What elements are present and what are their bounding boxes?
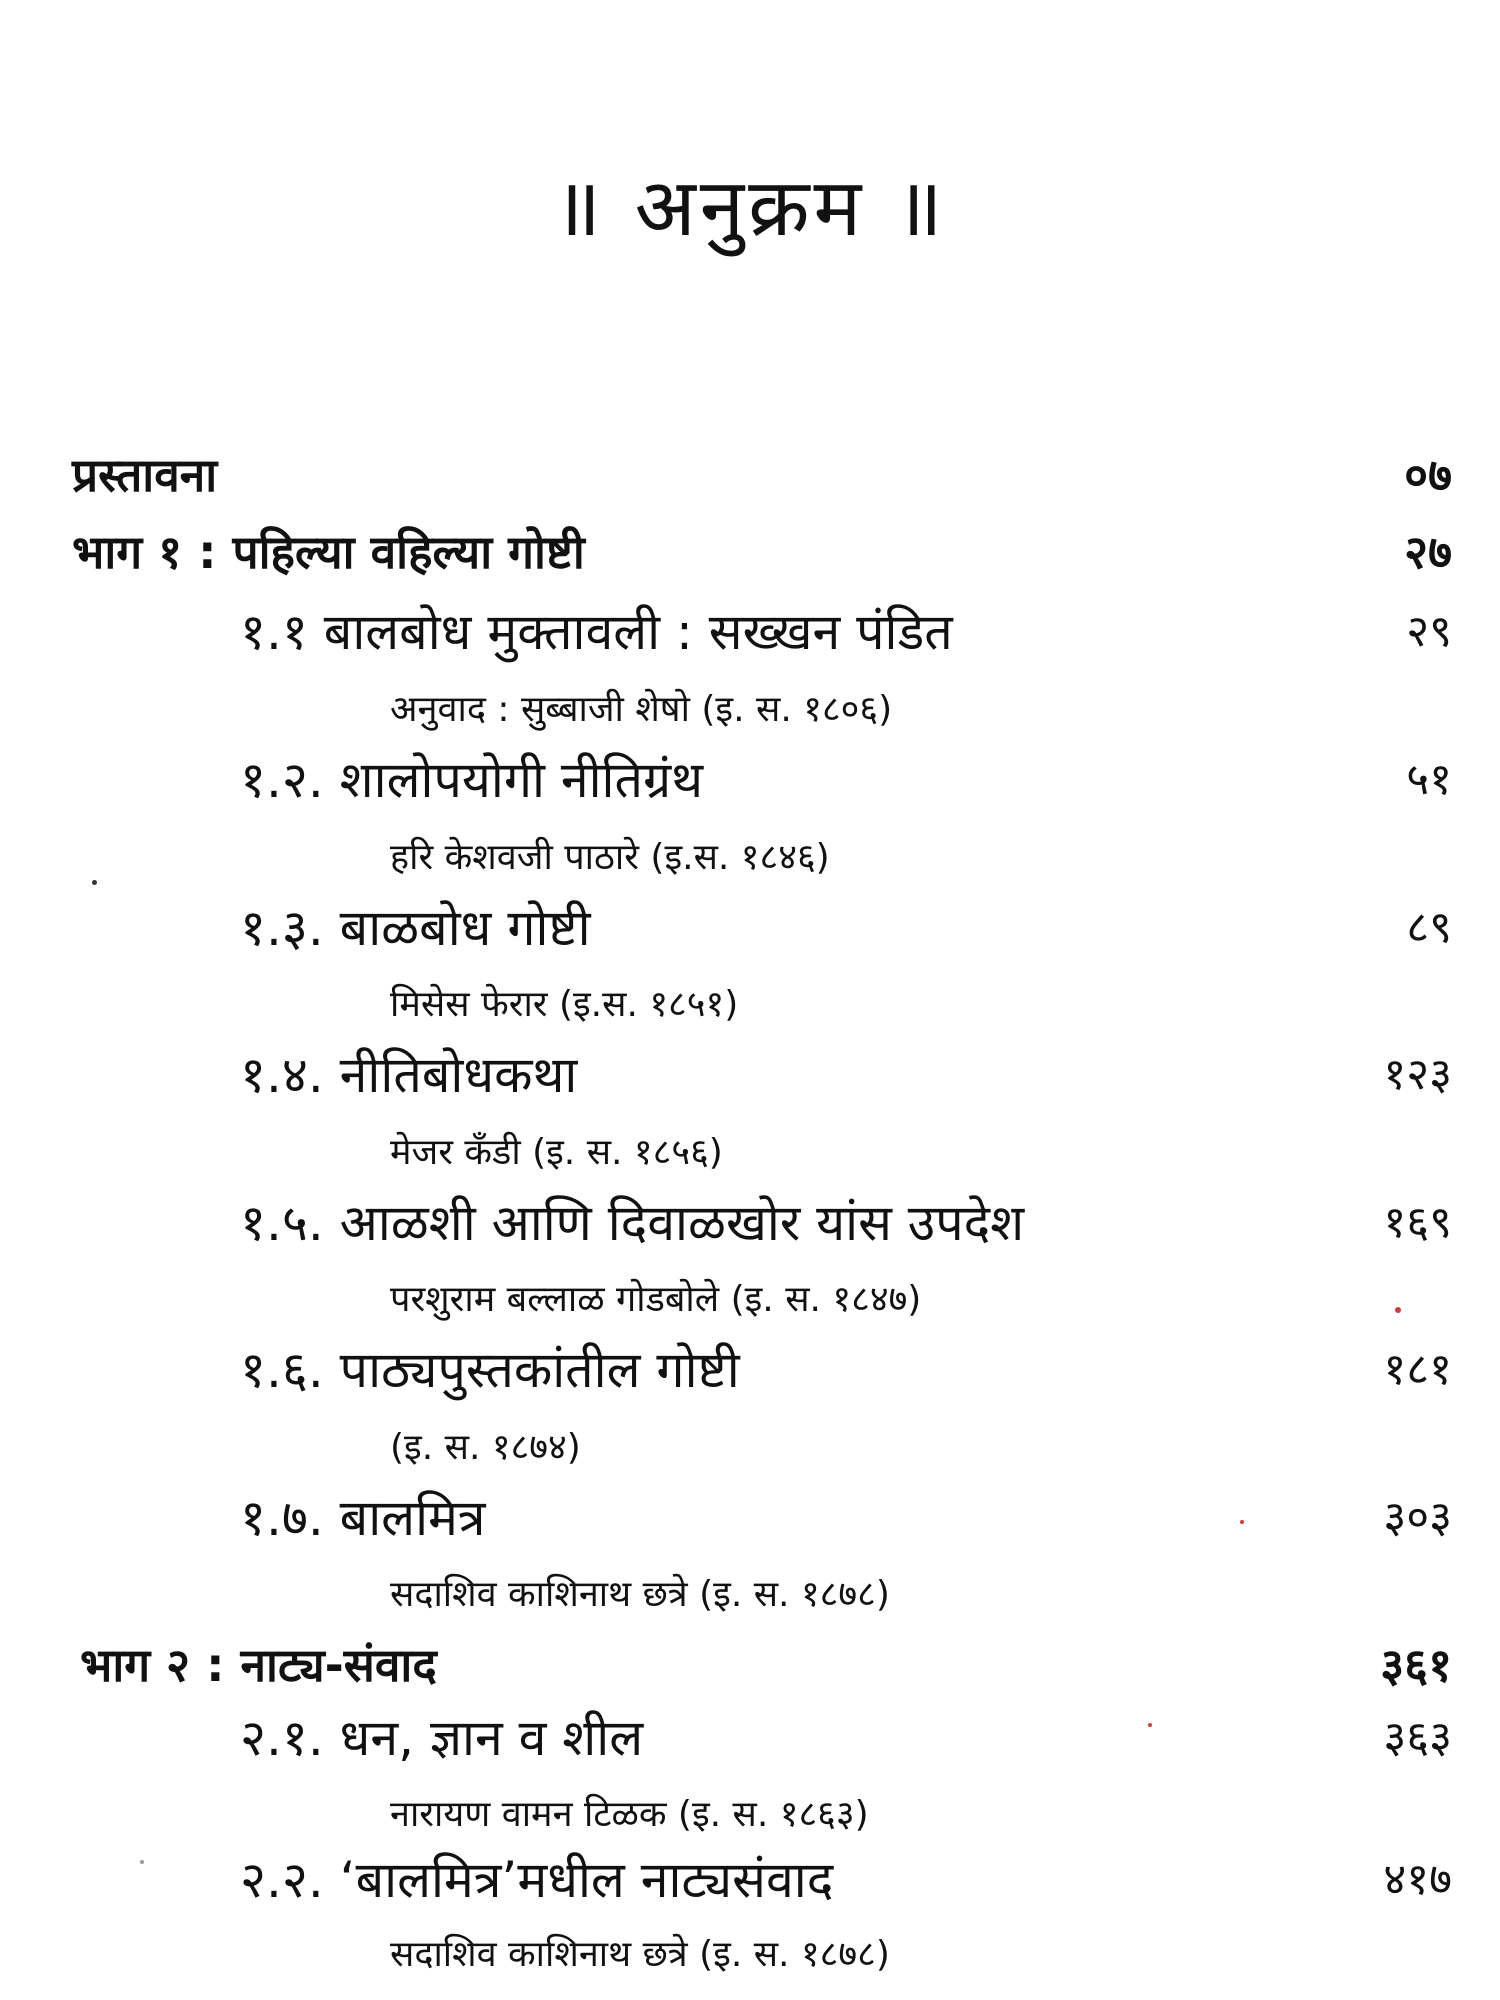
toc-page-number: २७ (1404, 525, 1452, 579)
toc-author-line: सदाशिव काशिनाथ छत्रे (इ. स. १८७८) (390, 1574, 890, 1615)
toc-title: २.२. ‘बालमित्र’मधील नाट्यसंवाद (240, 1851, 834, 1909)
toc-row-part-1[interactable] (0, 517, 1500, 587)
toc-author-line: परशुराम बल्लाळ गोडबोले (इ. स. १८४७) (390, 1279, 922, 1320)
toc-title: २.१. धन, ज्ञान व शील (240, 1709, 644, 1767)
toc-row-section-1-7[interactable] (0, 1483, 1500, 1553)
toc-title: प्रस्तावना (72, 448, 218, 502)
page-title: ॥ अनुक्रम ॥ (553, 161, 947, 254)
toc-page-number: ३६३ (1383, 1712, 1452, 1763)
scan-speck (140, 1860, 144, 1864)
toc-row-section-2-2[interactable] (0, 1845, 1500, 1915)
scan-speck (92, 880, 97, 885)
scan-speck (1395, 1307, 1401, 1313)
toc-title: १.७. बालमित्र (240, 1489, 486, 1547)
toc-row-section-2-1[interactable] (0, 1703, 1500, 1773)
toc-title: १.२. शालोपयोगी नीतिग्रंथ (240, 751, 704, 809)
toc-title: भाग १ : पहिल्या वहिल्या गोष्टी (72, 525, 585, 579)
toc-page-number: १२३ (1383, 1049, 1452, 1100)
toc-page-number: ४१७ (1383, 1854, 1452, 1905)
toc-row-preface[interactable] (0, 440, 1500, 510)
toc-page-number: ०७ (1404, 448, 1452, 502)
toc-row-section-1-2[interactable] (0, 745, 1500, 815)
toc-author-line: सदाशिव काशिनाथ छत्रे (इ. स. १८७८) (390, 1934, 890, 1975)
scan-speck (1148, 1723, 1152, 1727)
toc-title: १.५. आळशी आणि दिवाळखोर यांस उपदेश (240, 1194, 1025, 1252)
toc-author-line: नारायण वामन टिळक (इ. स. १८६३) (390, 1794, 869, 1835)
toc-row-section-1-4[interactable] (0, 1040, 1500, 1110)
toc-page-number: ३६१ (1380, 1638, 1452, 1692)
toc-title: १.१ बालबोध मुक्तावली : सख्खन पंडित (240, 603, 953, 661)
toc-title: १.३. बाळबोध गोष्टी (240, 899, 591, 957)
toc-author-line: (इ. स. १८७४) (390, 1427, 581, 1468)
toc-row-section-1-3[interactable] (0, 893, 1500, 963)
toc-author-line: अनुवाद : सुब्बाजी शेषो (इ. स. १८०६) (390, 689, 893, 730)
toc-page-number: १८१ (1383, 1344, 1452, 1395)
toc-row-part-2[interactable] (0, 1630, 1500, 1700)
toc-title: १.४. नीतिबोधकथा (240, 1046, 578, 1104)
toc-title: भाग २ : नाट्य-संवाद (80, 1638, 437, 1692)
toc-row-section-1-1[interactable] (0, 597, 1500, 667)
toc-page-number: ८९ (1406, 902, 1452, 953)
toc-page-number: १६९ (1383, 1197, 1452, 1248)
toc-author-line: मेजर कँडी (इ. स. १८५६) (390, 1132, 723, 1173)
toc-page-number: ५१ (1406, 754, 1452, 805)
scan-speck (1240, 1520, 1244, 1524)
toc-author-line: हरि केशवजी पाठारे (इ.स. १८४६) (390, 837, 830, 878)
toc-row-section-1-6[interactable] (0, 1335, 1500, 1405)
toc-page-number: ३०३ (1383, 1492, 1452, 1543)
toc-title: १.६. पाठ्यपुस्तकांतील गोष्टी (240, 1341, 740, 1399)
toc-row-section-1-5[interactable] (0, 1188, 1500, 1258)
toc-author-line: मिसेस फेरार (इ.स. १८५१) (390, 984, 739, 1025)
toc-page-number: २९ (1406, 606, 1452, 657)
